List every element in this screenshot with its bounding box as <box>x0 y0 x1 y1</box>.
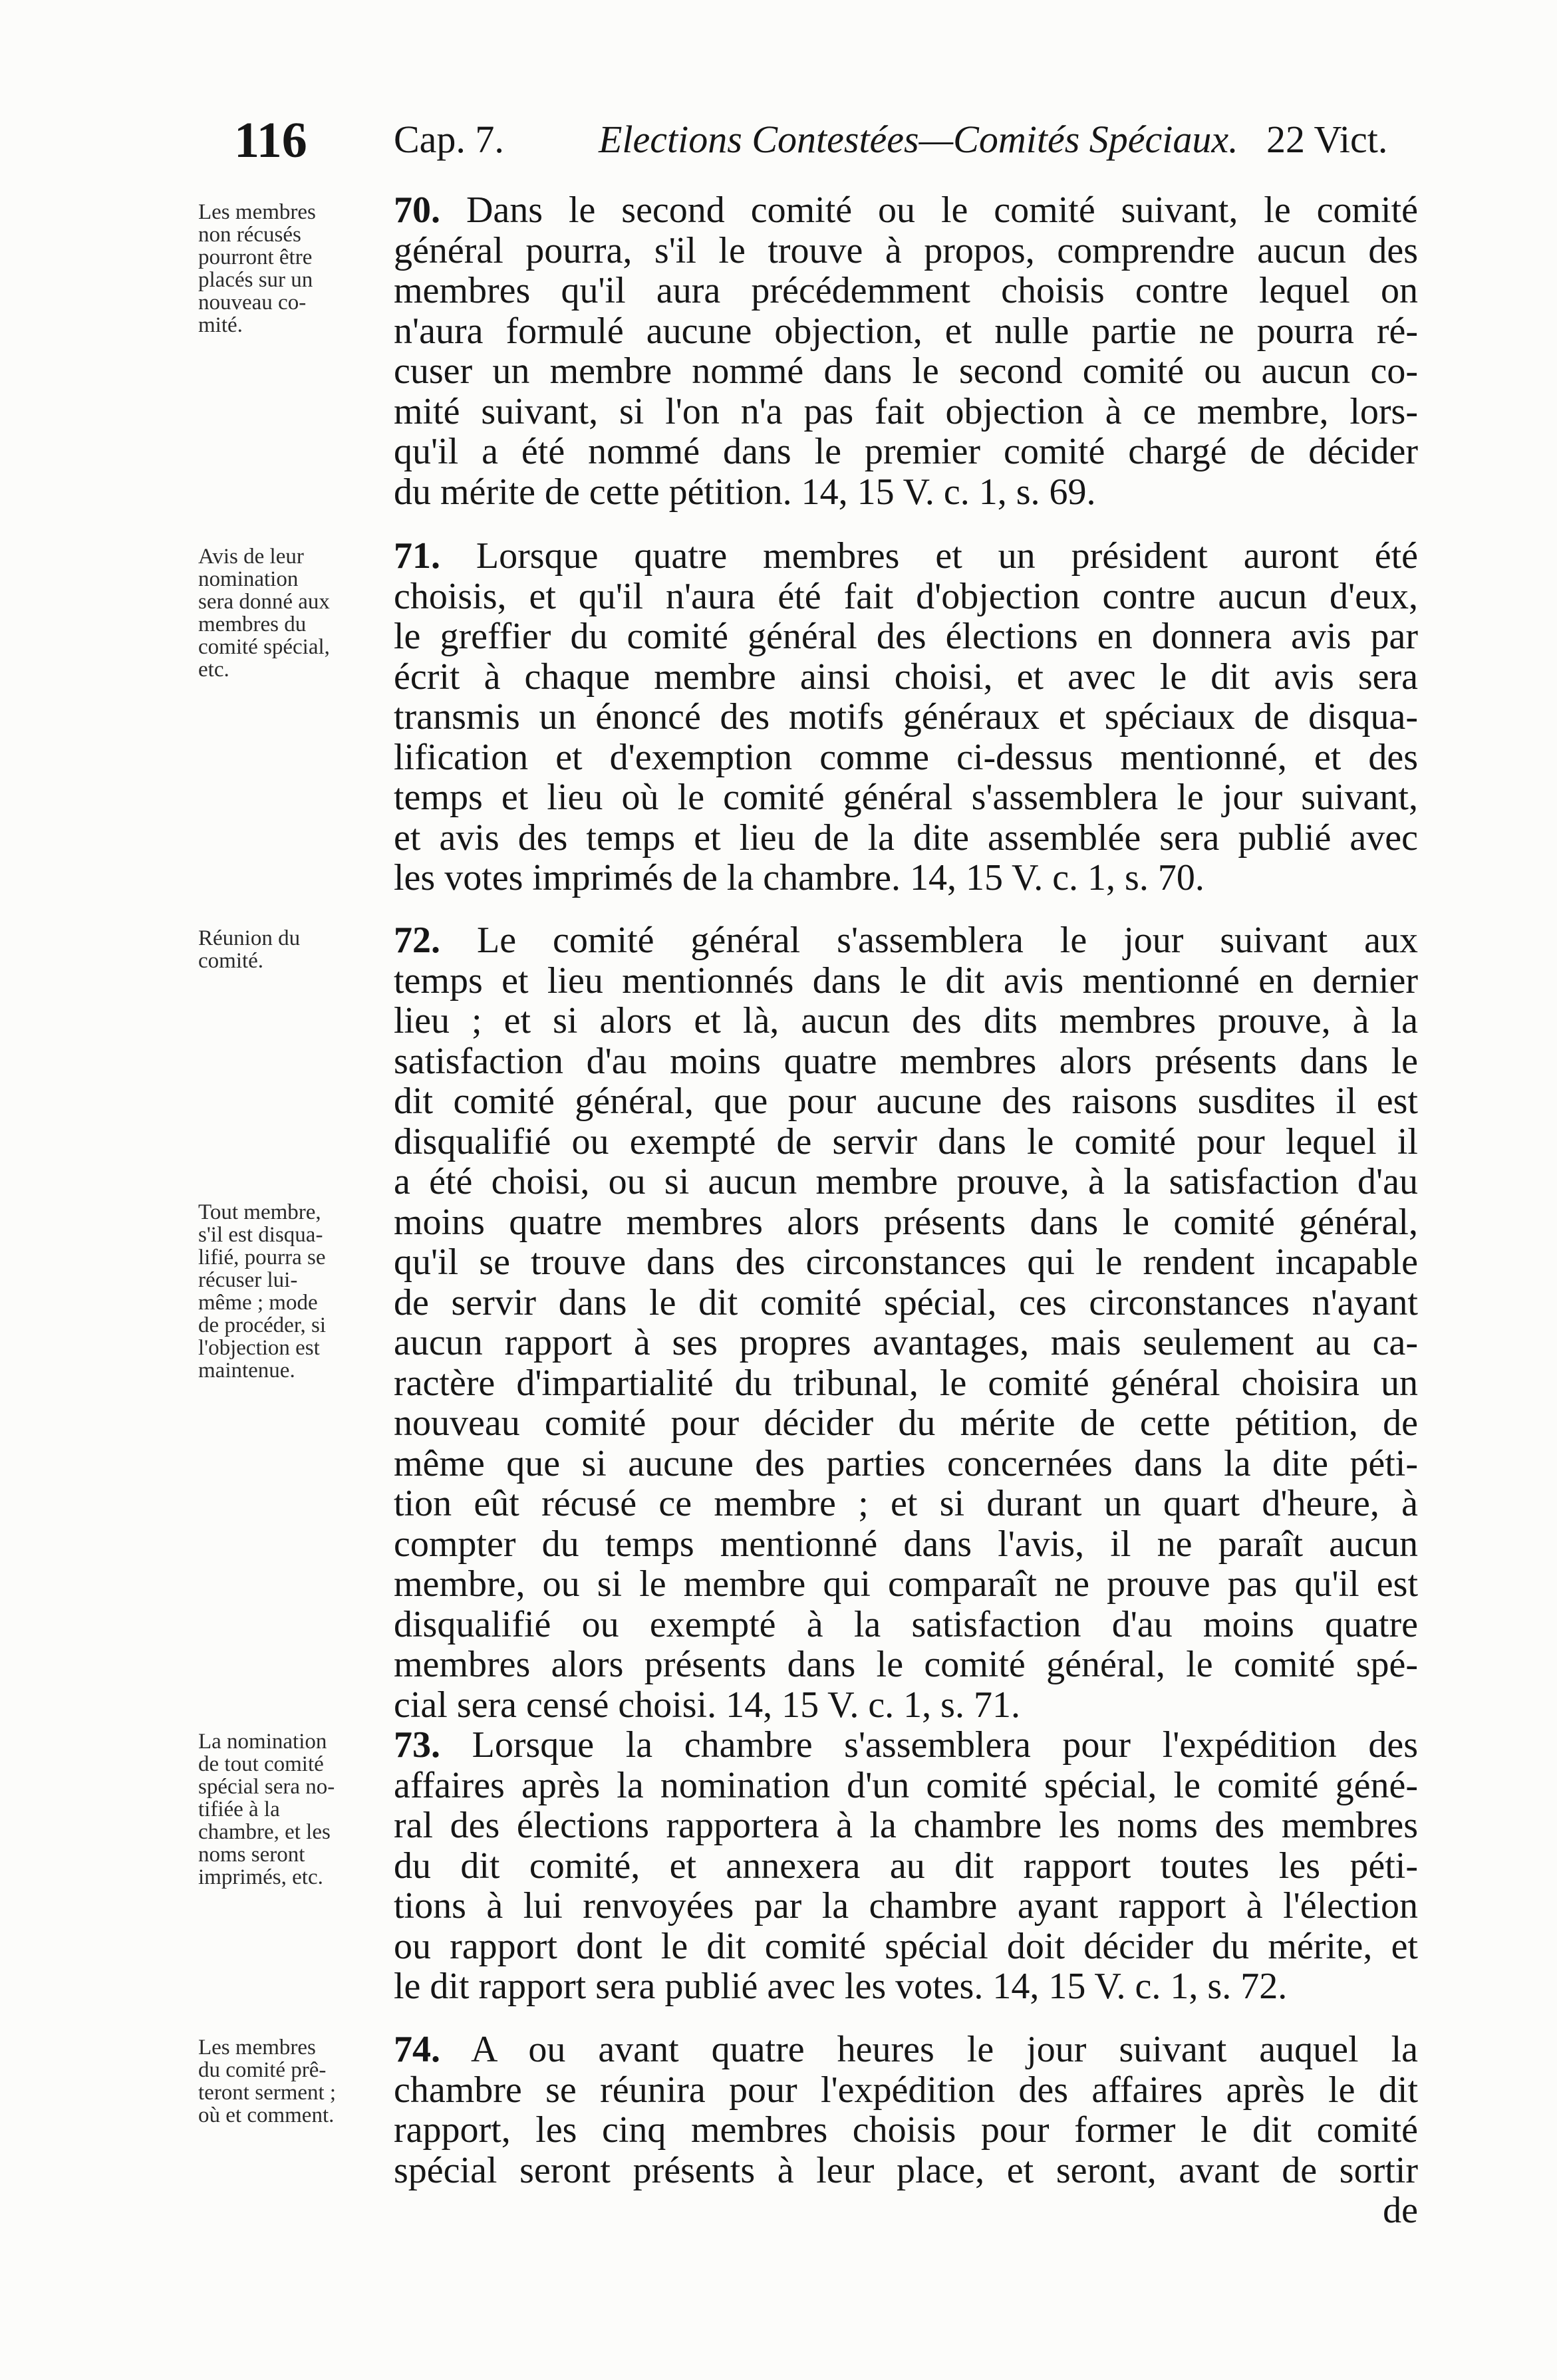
margin-note: La nomination de tout comité spécial sera no- tifiée à la chambre, et les noms seront imprimés, etc. <box>198 1730 335 1889</box>
section-number: 73. <box>394 1725 440 1766</box>
section-number: 74. <box>394 2030 440 2070</box>
section-text: 73. Lorsque la chambre s'assemblera pour l'expédition des affaires après la nomination d'un comité spécial, le comité géné- ral des élections rapportera à la chambre les noms des membres du dit comité, et annexera au dit rapport toutes les péti- tions à lui renvoyées par la chambre ayant rapport à l'élection ou rapport dont le dit comité spécial doit décider du mérite, et le dit rapport sera publié avec les votes. 14, 15 V. c. 1, s. 72. <box>394 1725 1418 2007</box>
margin-note-2: Tout membre, s'il est disqua- lifié, pourra se récuser lui- même ; mode de procéder, si l'objection est maintenue. <box>198 1200 327 1383</box>
margin-note: Avis de leur nomination sera donné aux membres du comité spécial, etc. <box>198 545 330 682</box>
page-header <box>0 112 1557 172</box>
running-title: Elections Contestées—Comités Spéciaux. <box>599 118 1238 161</box>
section-text: 70. Dans le second comité ou le comité suivant, le comité général pourra, s'il le trouve à propos, comprendre aucun des membres qu'il aura précédemment choisis contre lequel on n'aura formulé aucune objection, et nulle partie ne pourra ré- cuser un membre nommé dans le second comité ou aucun co- mité suivant, si l'on n'a pas fait objection à ce membre, lors- qu'il a été nommé dans le premier comité chargé de décider du mérite de cette pétition. 14, 15 V. c. 1, s. 69. <box>394 190 1418 512</box>
margin-note: Les membres non récusés pourront être placés sur un nouveau co- mité. <box>198 200 316 337</box>
section-number: 70. <box>394 190 440 231</box>
catchword: de <box>1383 2190 1418 2231</box>
section-number: 71. <box>394 536 440 577</box>
section-text: 72. Le comité général s'assemblera le jour suivant aux temps et lieu mentionnés dans le dit avis mentionné en dernier lieu ; et si alors et là, aucun des dits membres prouve, à la satisfaction d'au moins quatre membres alors présents dans le dit comité général, que pour aucune des raisons susdites il est disqualifié ou exempté de servir dans le comité pour lequel il a été choisi, ou si aucun membre prouve, à la satisfaction d'au moins quatre membres alors présents dans le comité général, qu'il se trouve dans des circonstances qui le rendent incapable de servir dans le dit comité spécial, ces circonstances n'ayant aucun rapport à ses propres avantages, mais seulement au ca- ractère d'impartialité du tribunal, le comité général choisira un nouveau comité pour décider du mérite de cette pétition, de même que si aucune des parties concernées dans la dite péti- tion eût récusé ce membre ; et si durant un quart d'heure, à compter du temps mentionné dans l'avis, il ne paraît aucun membre, ou si le membre qui comparaît ne prouve pas qu'il est disqualifié ou exempté à la satisfaction d'au moins quatre membres alors présents dans le comité général, le comité spé- cial sera censé choisi. 14, 15 V. c. 1, s. 71. <box>394 920 1418 1725</box>
regnal-year: 22 Vict. <box>1266 118 1388 161</box>
section-number: 72. <box>394 920 440 961</box>
page-number: 116 <box>234 112 307 168</box>
margin-note: Les membres du comité prê- teront serment ; où et comment. <box>198 2036 337 2127</box>
margin-note: Réunion du comité. <box>198 926 301 973</box>
section-text: 74. A ou avant quatre heures le jour suivant auquel la chambre se réunira pour l'expédition des affaires après le dit rapport, les cinq membres choisis pour former le dit comité spécial seront présents à leur place, et seront, avant de sortir de <box>394 2030 1418 2231</box>
section-text: 71. Lorsque quatre membres et un président auront été choisis, et qu'il n'aura été fait d'objection contre aucun d'eux, le greffier du comité général des élections en donnera avis par écrit à chaque membre ainsi choisi, et avec le dit avis sera transmis un énoncé des motifs généraux et spéciaux de disqua- lification et d'exemption comme ci-dessus mentionné, et des temps et lieu où le comité général s'assemblera le jour suivant, et avis des temps et lieu de la dite assemblée sera publié avec les votes imprimés de la chambre. 14, 15 V. c. 1, s. 70. <box>394 536 1418 898</box>
chapter-label: Cap. 7. <box>394 118 504 161</box>
